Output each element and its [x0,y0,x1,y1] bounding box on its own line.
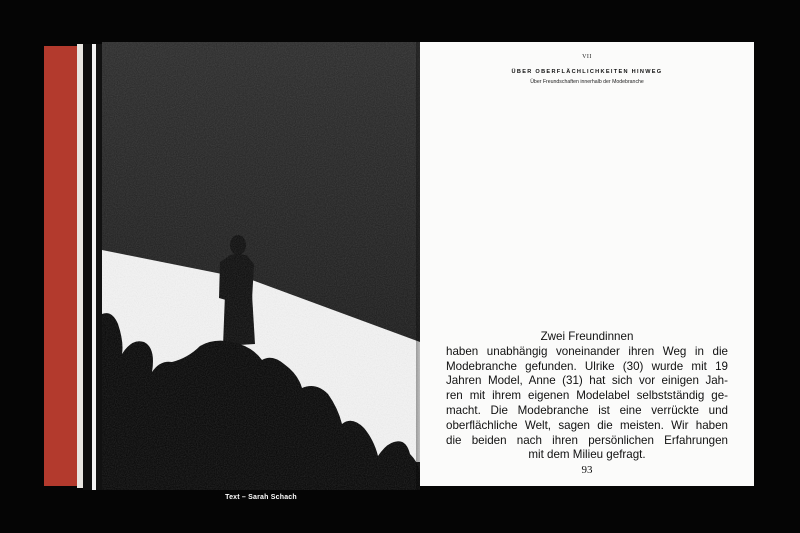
runway-photo [102,42,420,490]
lead-line: Modebranche gefunden. Ulrike (30) wurde mit 19 [446,359,728,373]
running-header-subtitle: Über Freundschaften innerhalb der Modebranche [530,79,644,85]
book-edge-dark [83,44,92,490]
folio-roman-numeral: VII [582,54,592,60]
lead-line: die beiden nach ihren persönlichen Erfahrungen [446,433,728,447]
right-page [420,42,754,486]
lead-line: mit dem Milieu gefragt. [528,448,646,462]
lead-line: haben unabhängig voneinander ihren Weg in die [446,344,728,358]
running-header-title: ÜBER OBERFLÄCHLICHKEITEN HINWEG [511,69,663,75]
lead-line: macht. Die Modebranche ist eine verrückte und [446,403,728,417]
left-page-photo [102,42,420,501]
lead-line: Zwei Freundinnen [540,330,634,343]
lead-line: oberflächliche Welt, sagen die meisten. Wir haben [446,418,728,432]
lead-line: Jahren Model, Anne (31) hat sich vor einigen Jah- [446,374,728,388]
photo-credit: Text – Sarah Schach [225,494,297,501]
book-edge-red [44,46,80,486]
lead-line: ren mit ihrem eigenen Modelabel selbstständig ge- [446,389,728,403]
page-number: 93 [581,464,593,476]
photo-grain [102,42,420,490]
lead-paragraph [446,330,728,463]
